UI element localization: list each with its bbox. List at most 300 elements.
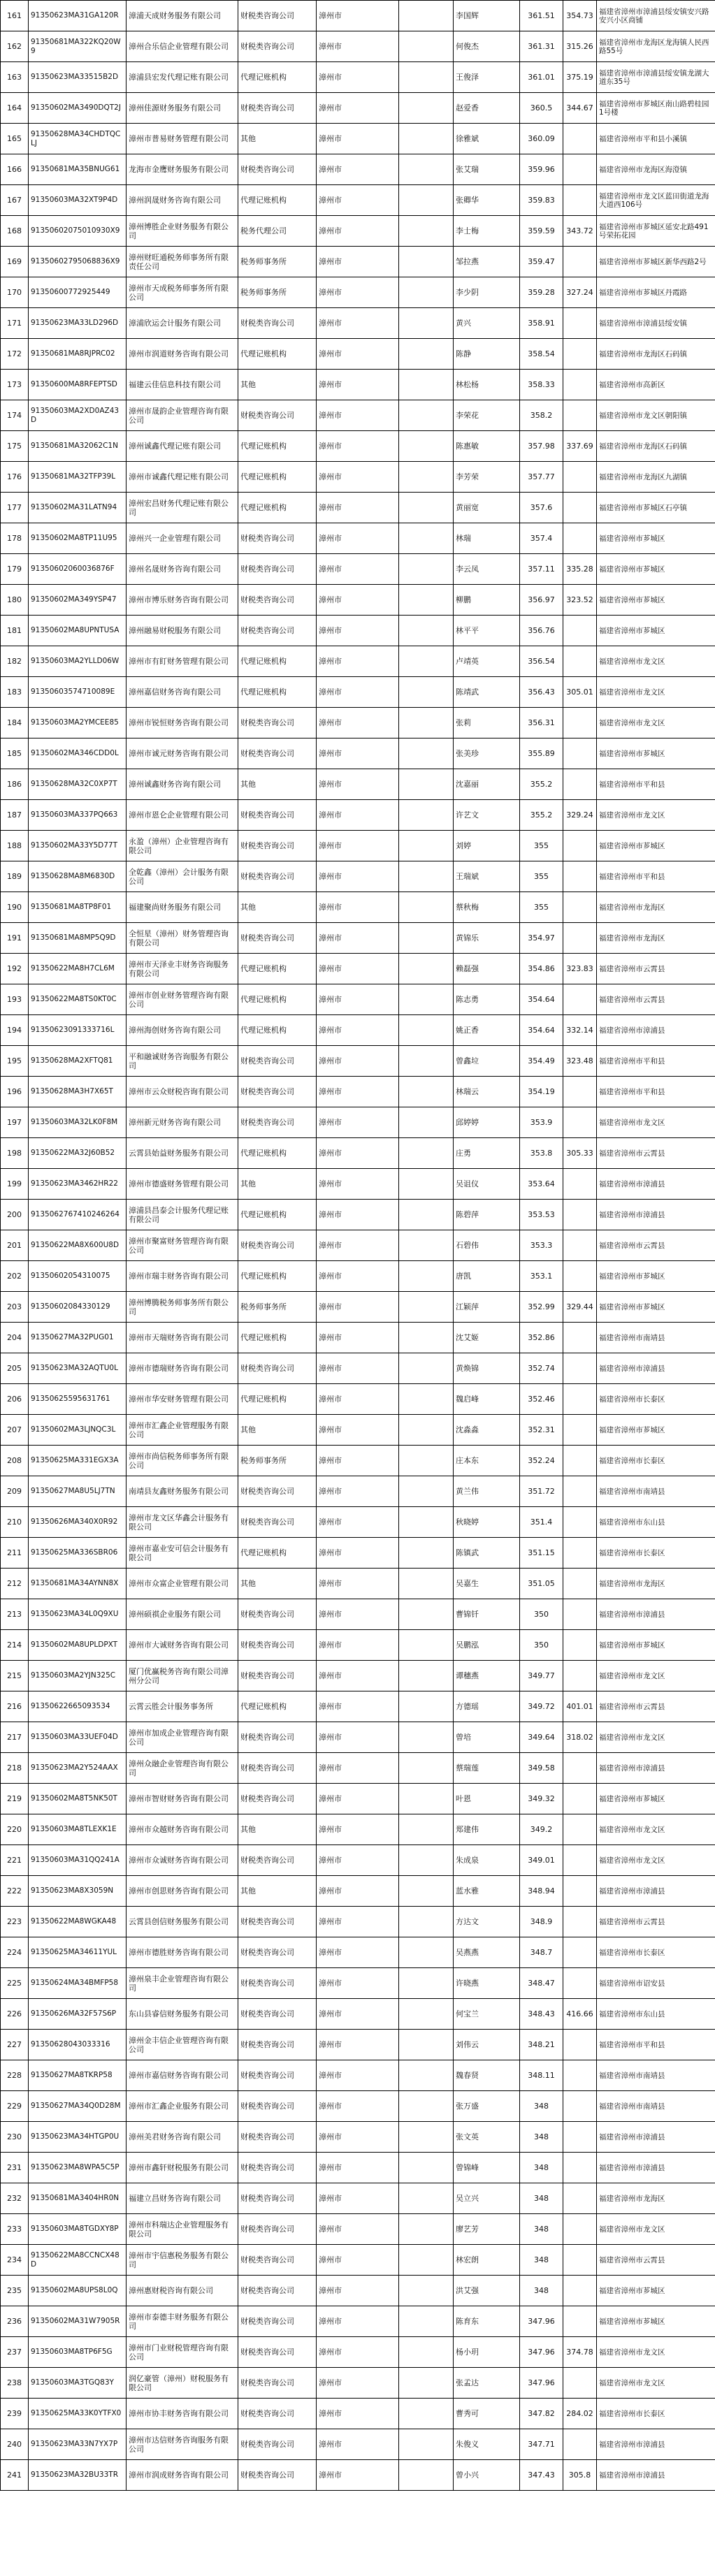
score: 348 xyxy=(520,2276,563,2306)
company-name: 润亿豪管（漳州）财税服务有限公司 xyxy=(127,2368,238,2399)
blank-cell xyxy=(399,1077,454,1107)
credit-code: 91350603MA337PQ663 xyxy=(29,800,127,831)
table-row xyxy=(1,1015,715,1046)
row-number: 176 xyxy=(1,462,29,493)
agency-type: 财税类咨询公司 xyxy=(238,2122,317,2153)
score: 353.64 xyxy=(520,1169,563,1200)
score: 349.2 xyxy=(520,1814,563,1845)
score: 354.49 xyxy=(520,1046,563,1077)
table-row xyxy=(1,646,715,677)
row-number: 162 xyxy=(1,31,29,62)
city: 漳州市 xyxy=(317,1845,399,1876)
score: 354.19 xyxy=(520,1077,563,1107)
table-row xyxy=(1,185,715,216)
prev-score xyxy=(563,1907,597,1937)
address: 福建省漳州市芗城区 xyxy=(597,1630,715,1661)
row-number: 161 xyxy=(1,1,29,31)
table-row xyxy=(1,62,715,93)
credit-code: 91350681MA32TFP39L xyxy=(29,462,127,493)
company-name: 漳州市聚富财务管理咨询有限公司 xyxy=(127,1230,238,1261)
address: 福建省漳州市漳浦县 xyxy=(597,2153,715,2183)
blank-cell xyxy=(399,1353,454,1384)
company-name: 漳州市锐恒财务咨询有限公司 xyxy=(127,708,238,738)
company-name: 漳州市龙文区华鑫会计服务有限公司 xyxy=(127,1507,238,1538)
row-number: 211 xyxy=(1,1538,29,1569)
table-row xyxy=(1,1,715,31)
blank-cell xyxy=(399,370,454,400)
credit-code: 91350628MA3H7X65T xyxy=(29,1077,127,1107)
score: 355.2 xyxy=(520,769,563,800)
agency-type: 财税类咨询公司 xyxy=(238,1753,317,1784)
agency-type: 财税类咨询公司 xyxy=(238,2276,317,2306)
blank-cell xyxy=(399,2030,454,2060)
prev-score xyxy=(563,1538,597,1569)
address: 福建省漳州市芗城区 xyxy=(597,554,715,585)
prev-score xyxy=(563,1261,597,1292)
city: 漳州市 xyxy=(317,1907,399,1937)
company-name: 龙海市金鹰财务服务有限公司 xyxy=(127,154,238,185)
table-row xyxy=(1,2122,715,2153)
company-name: 漳州佳源财务服务有限公司 xyxy=(127,93,238,124)
city: 漳州市 xyxy=(317,1200,399,1230)
prev-score xyxy=(563,124,597,154)
table-row xyxy=(1,2245,715,2276)
row-number: 204 xyxy=(1,1323,29,1353)
company-name: 漳州市天瑞财务咨询有限公司 xyxy=(127,1323,238,1353)
score: 354.64 xyxy=(520,1015,563,1046)
table-row xyxy=(1,831,715,861)
legal-person: 庄勇 xyxy=(454,1138,520,1169)
prev-score xyxy=(563,1599,597,1630)
score: 355.89 xyxy=(520,738,563,769)
score: 353.3 xyxy=(520,1230,563,1261)
address: 福建省漳州市芗城区延安北路491号荣拓花园 xyxy=(597,216,715,247)
table-row xyxy=(1,1323,715,1353)
table-row xyxy=(1,1476,715,1507)
legal-person: 黄兰伟 xyxy=(454,1476,520,1507)
agency-type: 其他 xyxy=(238,370,317,400)
credit-code: 91350681MA8MP5Q9D xyxy=(29,923,127,954)
agency-type: 代理记账机构 xyxy=(238,431,317,462)
credit-code: 91350603MA32LK0F8M xyxy=(29,1107,127,1138)
credit-code: 91350602060036876F xyxy=(29,554,127,585)
blank-cell xyxy=(399,1907,454,1937)
company-name: 漳州市创业财务管理咨询有限公司 xyxy=(127,984,238,1015)
score: 357.77 xyxy=(520,462,563,493)
blank-cell xyxy=(399,1599,454,1630)
table-row xyxy=(1,1691,715,1722)
agency-type: 其他 xyxy=(238,892,317,923)
company-name: 漳州博胜企业财务服务有限公司 xyxy=(127,216,238,247)
city: 漳州市 xyxy=(317,1446,399,1476)
address: 福建省漳州市平和县 xyxy=(597,1046,715,1077)
agency-type: 税务师事务所 xyxy=(238,247,317,277)
city: 漳州市 xyxy=(317,370,399,400)
prev-score xyxy=(563,1077,597,1107)
address: 福建省漳州市云霄县 xyxy=(597,1691,715,1722)
company-name: 漳州嘉信财务咨询有限公司 xyxy=(127,677,238,708)
city: 漳州市 xyxy=(317,1784,399,1814)
score: 357.6 xyxy=(520,493,563,523)
blank-cell xyxy=(399,2399,454,2429)
row-number: 201 xyxy=(1,1230,29,1261)
prev-score: 323.48 xyxy=(563,1046,597,1077)
agency-type: 财税类咨询公司 xyxy=(238,400,317,431)
blank-cell xyxy=(399,1845,454,1876)
credit-code: 91350603MA8TLEXK1E xyxy=(29,1814,127,1845)
credit-code: 91350602795068836X9 xyxy=(29,247,127,277)
city: 漳州市 xyxy=(317,1722,399,1753)
address: 福建省漳州市龙文区 xyxy=(597,646,715,677)
city: 漳州市 xyxy=(317,1138,399,1169)
city: 漳州市 xyxy=(317,1169,399,1200)
company-name: 漳州惠财税咨询有限公司 xyxy=(127,2276,238,2306)
score: 350 xyxy=(520,1630,563,1661)
company-name: 漳州市德瑞财务咨询有限公司 xyxy=(127,1353,238,1384)
company-name: 漳州市嘉业安可信会计服务有限公司 xyxy=(127,1538,238,1569)
city: 漳州市 xyxy=(317,923,399,954)
prev-score xyxy=(563,2214,597,2245)
blank-cell xyxy=(399,1015,454,1046)
city: 漳州市 xyxy=(317,1661,399,1691)
table-row xyxy=(1,339,715,370)
company-name: 漳州诚鑫代理记账有限公司 xyxy=(127,431,238,462)
address: 福建省漳州市云霄县 xyxy=(597,984,715,1015)
address: 福建省漳州市龙文区 xyxy=(597,2214,715,2245)
legal-person: 吴鹏泓 xyxy=(454,1630,520,1661)
legal-person: 李芳荣 xyxy=(454,462,520,493)
city: 漳州市 xyxy=(317,2337,399,2368)
credit-code: 91350602054310075 xyxy=(29,1261,127,1292)
city: 漳州市 xyxy=(317,616,399,646)
legal-person: 王俊泽 xyxy=(454,62,520,93)
legal-person: 邹拉燕 xyxy=(454,247,520,277)
table-row xyxy=(1,2153,715,2183)
agency-type: 财税类咨询公司 xyxy=(238,2368,317,2399)
credit-code: 91350623091333716L xyxy=(29,1015,127,1046)
prev-score xyxy=(563,2091,597,2122)
row-number: 171 xyxy=(1,308,29,339)
row-number: 234 xyxy=(1,2245,29,2276)
city: 漳州市 xyxy=(317,31,399,62)
score: 347.43 xyxy=(520,2460,563,2491)
row-number: 167 xyxy=(1,185,29,216)
credit-code: 91350623MA31GA120R xyxy=(29,1,127,31)
credit-code: 91350623MA8X3059N xyxy=(29,1876,127,1907)
score: 358.91 xyxy=(520,308,563,339)
prev-score: 401.01 xyxy=(563,1691,597,1722)
legal-person: 黄丽宽 xyxy=(454,493,520,523)
prev-score: 284.02 xyxy=(563,2399,597,2429)
legal-person: 吴立兴 xyxy=(454,2183,520,2214)
row-number: 238 xyxy=(1,2368,29,2399)
legal-person: 石碧伟 xyxy=(454,1230,520,1261)
score: 354.64 xyxy=(520,984,563,1015)
row-number: 226 xyxy=(1,1999,29,2030)
blank-cell xyxy=(399,677,454,708)
legal-person: 曹锦钎 xyxy=(454,1599,520,1630)
legal-person: 张艾瑞 xyxy=(454,154,520,185)
score: 348.9 xyxy=(520,1907,563,1937)
legal-person: 魏启峰 xyxy=(454,1384,520,1415)
prev-score: 337.69 xyxy=(563,431,597,462)
legal-person: 林平平 xyxy=(454,616,520,646)
address: 福建省漳州市芗城区新华西路2号 xyxy=(597,247,715,277)
address: 福建省漳州市长泰区 xyxy=(597,1446,715,1476)
agency-type: 财税类咨询公司 xyxy=(238,708,317,738)
legal-person: 黄兴 xyxy=(454,308,520,339)
company-name: 漳州市恩仑企业管理有限公司 xyxy=(127,800,238,831)
legal-person: 黄锦乐 xyxy=(454,923,520,954)
city: 漳州市 xyxy=(317,1814,399,1845)
credit-code: 91350681MA35BNUG61 xyxy=(29,154,127,185)
city: 漳州市 xyxy=(317,554,399,585)
score: 348 xyxy=(520,2183,563,2214)
prev-score: 315.26 xyxy=(563,31,597,62)
blank-cell xyxy=(399,1876,454,1907)
row-number: 188 xyxy=(1,831,29,861)
blank-cell xyxy=(399,247,454,277)
agency-type: 财税类咨询公司 xyxy=(238,1661,317,1691)
score: 349.32 xyxy=(520,1784,563,1814)
blank-cell xyxy=(399,1691,454,1722)
score: 356.76 xyxy=(520,616,563,646)
row-number: 193 xyxy=(1,984,29,1015)
city: 漳州市 xyxy=(317,1353,399,1384)
company-name: 云霄县创信财务服务有限公司 xyxy=(127,1907,238,1937)
legal-person: 黄焕锦 xyxy=(454,1353,520,1384)
address: 福建省漳州市漳浦县绥安镇安兴路安兴小区商铺 xyxy=(597,1,715,31)
blank-cell xyxy=(399,2091,454,2122)
row-number: 218 xyxy=(1,1753,29,1784)
prev-score xyxy=(563,308,597,339)
score: 351.72 xyxy=(520,1476,563,1507)
row-number: 217 xyxy=(1,1722,29,1753)
blank-cell xyxy=(399,93,454,124)
address: 福建省漳州市龙文区 xyxy=(597,1814,715,1845)
credit-code: 91350622MA32J60B52 xyxy=(29,1138,127,1169)
credit-code: 91350602MA8UPNTUSA xyxy=(29,616,127,646)
city: 漳州市 xyxy=(317,2183,399,2214)
row-number: 175 xyxy=(1,431,29,462)
legal-person: 刘婷 xyxy=(454,831,520,861)
address: 福建省漳州市漳浦县 xyxy=(597,2460,715,2491)
agency-type: 税务师事务所 xyxy=(238,277,317,308)
address: 福建省漳州市芗城区 xyxy=(597,738,715,769)
row-number: 174 xyxy=(1,400,29,431)
city: 漳州市 xyxy=(317,2460,399,2491)
table-row xyxy=(1,616,715,646)
credit-code: 91350622MA8CCNCX48D xyxy=(29,2245,127,2276)
table-row xyxy=(1,1968,715,1999)
credit-code: 91350602MA8T5NK50T xyxy=(29,1784,127,1814)
address: 福建省漳州市平和县 xyxy=(597,769,715,800)
row-number: 200 xyxy=(1,1200,29,1230)
table-row xyxy=(1,2399,715,2429)
agency-type: 财税类咨询公司 xyxy=(238,831,317,861)
credit-code: 91350603MA2YLLD06W xyxy=(29,646,127,677)
blank-cell xyxy=(399,738,454,769)
company-name: 漳浦县宏发代理记账有限公司 xyxy=(127,62,238,93)
prev-score xyxy=(563,1415,597,1446)
credit-code: 91350602MA31LATN94 xyxy=(29,493,127,523)
score: 357.11 xyxy=(520,554,563,585)
blank-cell xyxy=(399,2429,454,2460)
address: 福建省漳州市芗城区 xyxy=(597,585,715,616)
row-number: 187 xyxy=(1,800,29,831)
blank-cell xyxy=(399,1,454,31)
blank-cell xyxy=(399,2306,454,2337)
address: 福建省漳州市芗城区石亭镇 xyxy=(597,493,715,523)
table-row xyxy=(1,861,715,892)
prev-score xyxy=(563,1107,597,1138)
score: 352.31 xyxy=(520,1415,563,1446)
row-number: 206 xyxy=(1,1384,29,1415)
address: 福建省漳州市龙海区海澄镇 xyxy=(597,154,715,185)
table-row xyxy=(1,1353,715,1384)
agency-type: 其他 xyxy=(238,1876,317,1907)
legal-person: 魏春贤 xyxy=(454,2060,520,2091)
blank-cell xyxy=(399,800,454,831)
table-row xyxy=(1,370,715,400)
prev-score xyxy=(563,247,597,277)
agency-type: 财税类咨询公司 xyxy=(238,154,317,185)
credit-code: 91350625MA33K0YTFX0 xyxy=(29,2399,127,2429)
legal-person: 柳鹏 xyxy=(454,585,520,616)
blank-cell xyxy=(399,1814,454,1845)
row-number: 221 xyxy=(1,1845,29,1876)
city: 漳州市 xyxy=(317,462,399,493)
address: 福建省漳州市东山县 xyxy=(597,1999,715,2030)
address: 福建省漳州市漳浦县 xyxy=(597,1169,715,1200)
address: 福建省漳州市长泰区 xyxy=(597,1538,715,1569)
city: 漳州市 xyxy=(317,831,399,861)
address: 福建省漳州市南靖县 xyxy=(597,1323,715,1353)
prev-score xyxy=(563,923,597,954)
row-number: 240 xyxy=(1,2429,29,2460)
score: 354.86 xyxy=(520,954,563,984)
credit-code: 91350623MA33N7YX7P xyxy=(29,2429,127,2460)
agency-type: 财税类咨询公司 xyxy=(238,1968,317,1999)
address: 福建省漳州市芗城区丹霞路 xyxy=(597,277,715,308)
table-row xyxy=(1,1845,715,1876)
company-name: 漳浦县昌泰会计服务代理记账有限公司 xyxy=(127,1200,238,1230)
score: 349.64 xyxy=(520,1722,563,1753)
legal-person: 杨小玥 xyxy=(454,2337,520,2368)
score: 352.74 xyxy=(520,1353,563,1384)
company-name: 漳州市润成财务咨询有限公司 xyxy=(127,2460,238,2491)
table-row xyxy=(1,1046,715,1077)
row-number: 223 xyxy=(1,1907,29,1937)
prev-score: 343.72 xyxy=(563,216,597,247)
credit-code: 91350628043033316 xyxy=(29,2030,127,2060)
address: 福建省漳州市芗城区 xyxy=(597,1261,715,1292)
credit-code: 91350602MA8UPS8L0Q xyxy=(29,2276,127,2306)
credit-code: 91350625MA336SBR06 xyxy=(29,1538,127,1569)
prev-score: 305.01 xyxy=(563,677,597,708)
credit-code: 91350626MA340X0R92 xyxy=(29,1507,127,1538)
table-row xyxy=(1,2429,715,2460)
score: 347.82 xyxy=(520,2399,563,2429)
prev-score: 329.24 xyxy=(563,800,597,831)
address: 福建省漳州市云霄县 xyxy=(597,954,715,984)
row-number: 183 xyxy=(1,677,29,708)
company-name: 漳州市众富企业管理有限公司 xyxy=(127,1569,238,1599)
agency-type: 财税类咨询公司 xyxy=(238,800,317,831)
legal-person: 张美珍 xyxy=(454,738,520,769)
prev-score xyxy=(563,831,597,861)
address: 福建省漳州市漳浦县 xyxy=(597,2429,715,2460)
company-name: 漳州市有盯财务管理有限公司 xyxy=(127,646,238,677)
table-row xyxy=(1,1876,715,1907)
prev-score xyxy=(563,1661,597,1691)
row-number: 177 xyxy=(1,493,29,523)
city: 漳州市 xyxy=(317,954,399,984)
table-row xyxy=(1,431,715,462)
legal-person: 陈碧萍 xyxy=(454,1200,520,1230)
agency-type: 财税类咨询公司 xyxy=(238,1937,317,1968)
address: 福建省漳州市龙海区 xyxy=(597,2183,715,2214)
prev-score xyxy=(563,493,597,523)
table-row xyxy=(1,462,715,493)
score: 357.98 xyxy=(520,431,563,462)
credit-code: 91350603MA8TP6F5G xyxy=(29,2337,127,2368)
company-name: 漳州市达信财务咨询服务有限公司 xyxy=(127,2429,238,2460)
city: 漳州市 xyxy=(317,1968,399,1999)
city: 漳州市 xyxy=(317,2060,399,2091)
blank-cell xyxy=(399,1200,454,1230)
table-row xyxy=(1,769,715,800)
credit-code: 91350603MA2XD0AZ43D xyxy=(29,400,127,431)
agency-type: 其他 xyxy=(238,1415,317,1446)
prev-score xyxy=(563,1353,597,1384)
credit-code: 91350627MA34Q0D28M xyxy=(29,2091,127,2122)
row-number: 232 xyxy=(1,2183,29,2214)
prev-score xyxy=(563,2183,597,2214)
table-row xyxy=(1,738,715,769)
legal-person: 徐雅斌 xyxy=(454,124,520,154)
blank-cell xyxy=(399,1323,454,1353)
score: 358.33 xyxy=(520,370,563,400)
table-row xyxy=(1,2306,715,2337)
address: 福建省漳州市南靖县 xyxy=(597,2091,715,2122)
address: 福建省漳州市龙文区蓝田街道龙海大道西106号 xyxy=(597,185,715,216)
row-number: 216 xyxy=(1,1691,29,1722)
credit-code: 91350602MA349YSP47 xyxy=(29,585,127,616)
legal-person: 林松杨 xyxy=(454,370,520,400)
credit-code: 91350603MA32XT9P4D xyxy=(29,185,127,216)
score: 359.28 xyxy=(520,277,563,308)
address: 福建省漳州市芗城区 xyxy=(597,831,715,861)
legal-person: 蔡秋梅 xyxy=(454,892,520,923)
legal-person: 廖艺芳 xyxy=(454,2214,520,2245)
company-name: 漳州润晟财务咨询有限公司 xyxy=(127,185,238,216)
credit-code: 91350603MA3TGQ83Y xyxy=(29,2368,127,2399)
credit-code: 91350623MA8WPA5C5P xyxy=(29,2153,127,2183)
table-row xyxy=(1,308,715,339)
credit-code: 91350623MA33515B2D xyxy=(29,62,127,93)
address: 福建省漳州市芗城区 xyxy=(597,2306,715,2337)
blank-cell xyxy=(399,154,454,185)
address: 福建省漳州市长泰区 xyxy=(597,2399,715,2429)
city: 漳州市 xyxy=(317,277,399,308)
company-name: 漳州市诚鑫代理记账有限公司 xyxy=(127,462,238,493)
score: 359.83 xyxy=(520,185,563,216)
address: 福建省漳州市龙海区 xyxy=(597,1569,715,1599)
address: 福建省漳州市龙文区 xyxy=(597,2337,715,2368)
score: 353.9 xyxy=(520,1107,563,1138)
table-row xyxy=(1,1999,715,2030)
